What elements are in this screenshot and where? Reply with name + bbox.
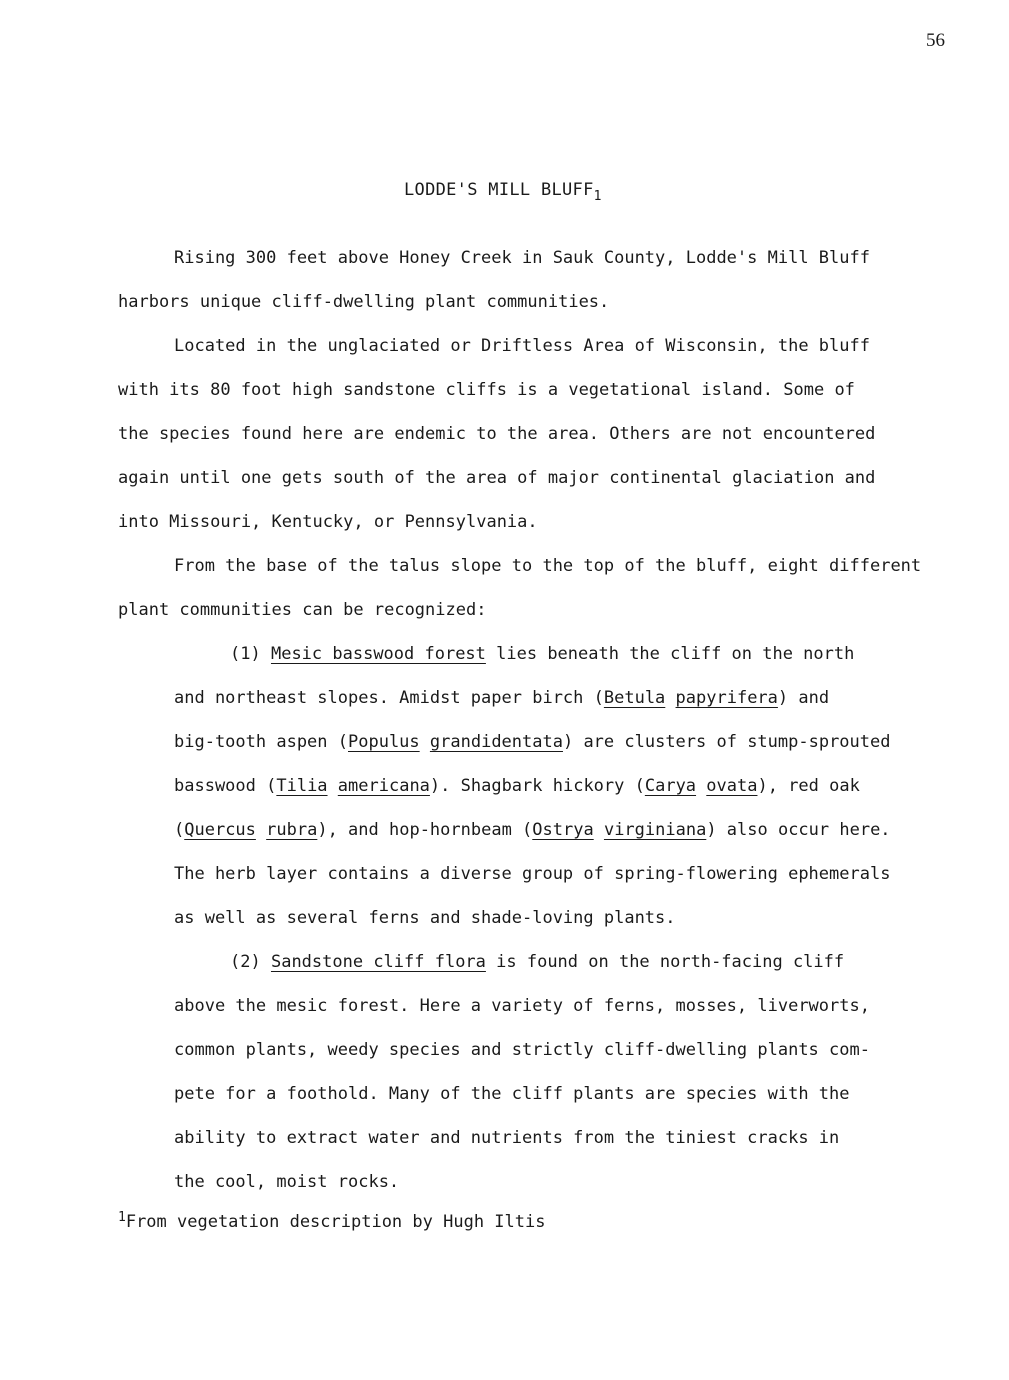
item1-line4-text-b: ). Shagbark hickory (: [429, 776, 645, 796]
species-americana: americana: [337, 776, 430, 796]
footnote-text: From vegetation description by Hugh Iltis: [125, 1212, 546, 1232]
para1-line1: Rising 300 feet above Honey Creek in Sauk County, Lodde's Mill Bluff: [174, 248, 870, 268]
species-grandidentata: grandidentata: [429, 732, 563, 752]
item1-line1-rest: lies beneath the cliff on the north: [485, 644, 855, 664]
item1-line1: [230, 642, 854, 666]
para2-line3: the species found here are endemic to the area. Others are not encountered: [118, 424, 876, 444]
species-ostrya: Ostrya: [532, 820, 594, 840]
species-rubra: rubra: [266, 820, 318, 840]
footnote-marker: 1: [118, 1210, 126, 1225]
footnote: [118, 1210, 545, 1232]
title-footnote-marker: 1: [593, 189, 602, 204]
item1-number: (1): [230, 644, 261, 664]
species-tilia: Tilia: [276, 776, 328, 796]
item2-line5: ability to extract water and nutrients from the tiniest cracks in: [174, 1128, 840, 1148]
item1-line5-text-c: ) also occur here.: [706, 820, 891, 840]
para1-line2: harbors unique cliff-dwelling plant communities.: [118, 292, 610, 312]
para3-line2: plant communities can be recognized:: [118, 600, 487, 620]
item1-line3: [174, 730, 890, 754]
item1-line3-text-b: ) are clusters of stump-sprouted: [562, 732, 891, 752]
item1-line7: as well as several ferns and shade-loving plants.: [174, 908, 676, 928]
item2-number: (2): [230, 952, 261, 972]
para2-line2: with its 80 foot high sandstone cliffs is a vegetational island. Some of: [118, 380, 855, 400]
para2-line5: into Missouri, Kentucky, or Pennsylvania.: [118, 512, 538, 532]
item1-heading: Mesic basswood forest: [270, 644, 486, 664]
species-betula: Betula: [603, 688, 666, 708]
para2-line1: Located in the unglaciated or Driftless Area of Wisconsin, the bluff: [174, 336, 870, 356]
item2-line1: [230, 950, 844, 974]
species-quercus: Quercus: [184, 820, 256, 840]
item1-line2-text-a: and northeast slopes. Amidst paper birch (: [174, 688, 604, 708]
item1-line4-text-a: basswood (: [174, 776, 277, 796]
species-papyrifera: papyrifera: [675, 688, 778, 708]
title-text: LODDE'S MILL BLUFF: [404, 180, 594, 200]
item1-line3-text-a: big-tooth aspen (: [174, 732, 348, 752]
item1-line4-text-c: ), red oak: [757, 776, 860, 796]
item2-heading: Sandstone cliff flora: [270, 952, 486, 972]
item1-line4: [174, 774, 860, 798]
item2-line1-rest: is found on the north-facing cliff: [485, 952, 845, 972]
item2-line6: the cool, moist rocks.: [174, 1172, 400, 1192]
page-title: [404, 180, 602, 204]
species-populus: Populus: [348, 732, 420, 752]
item2-line3: common plants, weedy species and strictly cliff-dwelling plants com-: [174, 1040, 870, 1060]
item2-line4: pete for a foothold. Many of the cliff plants are species with the: [174, 1084, 850, 1104]
item1-line2: [174, 686, 829, 710]
species-carya: Carya: [644, 776, 697, 796]
item1-line5-text-b: ), and hop-hornbeam (: [317, 820, 533, 840]
item2-line2: above the mesic forest. Here a variety of ferns, mosses, liverworts,: [174, 996, 870, 1016]
para2-line4: again until one gets south of the area of major continental glaciation and: [118, 468, 876, 488]
item1-line2-text-b: ) and: [777, 688, 830, 708]
item1-line5: [174, 818, 891, 842]
item1-line5-text-a: (: [174, 820, 185, 840]
page-number: 56: [926, 30, 945, 51]
species-virginiana: virginiana: [603, 820, 707, 840]
species-ovata: ovata: [706, 776, 758, 796]
item1-line6: The herb layer contains a diverse group of spring-flowering ephemerals: [174, 864, 891, 884]
para3-line1: From the base of the talus slope to the top of the bluff, eight different: [174, 556, 922, 576]
